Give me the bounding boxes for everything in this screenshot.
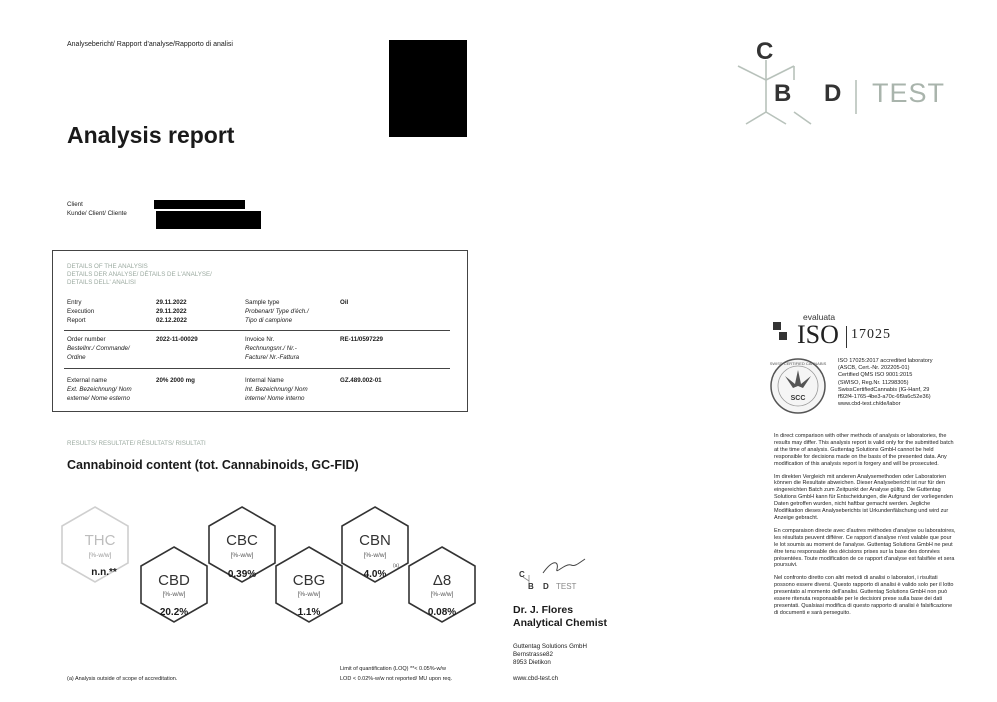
signatory-role: Analytical Chemist <box>513 617 607 629</box>
stamp-letter-b: B <box>528 582 534 591</box>
signatory-name: Dr. J. Flores <box>513 604 574 616</box>
report-label: Report <box>67 317 86 324</box>
evaluata-text: evaluata <box>803 312 836 322</box>
cbn-name: CBN <box>359 532 391 549</box>
cbn-value: 4.0% <box>363 569 387 580</box>
execution-label: Execution <box>67 308 95 315</box>
details-heading-1: DETAILS OF THE ANALYSIS <box>67 263 148 270</box>
iso-separator <box>846 326 847 348</box>
cbn-unit: [%-w/w] <box>363 552 387 559</box>
logo-letter-b: B <box>774 80 792 107</box>
invoice-label: Invoice Nr. <box>245 336 275 343</box>
results-heading: RESULTS/ RESULTATE/ RÉSULTATS/ RISULTATI <box>67 440 206 447</box>
cbc-value: 0.39% <box>227 569 257 580</box>
order-sub1: Bestellnr./ Commande/ <box>67 345 130 352</box>
cbc-unit: [%-w/w] <box>230 552 254 559</box>
logo-word-test: TEST <box>872 78 946 108</box>
accreditation-line: SwissCertifiedCannabis (IG-Hanf, 29 <box>838 386 930 393</box>
swiss-certified-cannabis-seal <box>763 356 833 416</box>
accreditation-line: (ASCB, Cert.-Nr. 202205-01) <box>838 365 910 372</box>
external-name-sub1: Ext. Bezeichnung/ Nom <box>67 386 132 393</box>
stamp-word-test: TEST <box>556 582 577 591</box>
order-value: 2022-11-00029 <box>156 336 198 343</box>
cannabinoid-hexagons <box>60 505 500 625</box>
internal-name-sub2: interne/ Nome interno <box>245 395 305 402</box>
cbc-name: CBC <box>226 532 258 549</box>
stamp-letter-c: C <box>519 570 525 579</box>
thc-unit: [%-w/w] <box>88 552 112 559</box>
cbn-footnote-marker: (a) <box>392 563 400 569</box>
iso-number: 17025 <box>851 327 891 342</box>
redacted-block <box>389 40 467 137</box>
details-heading-2: DETAILS DER ANALYSE/ DÉTAILS DE L'ANALYSE/ <box>67 271 212 278</box>
results-title: Cannabinoid content (tot. Cannabinoids, GC-FID) <box>67 458 359 472</box>
page-title: Analysis report <box>67 122 235 148</box>
execution-value: 29.11.2022 <box>156 308 187 315</box>
cbg-value: 1.1% <box>297 607 321 618</box>
external-name-value: 20% 2000 mg <box>156 377 195 384</box>
divider <box>64 330 450 331</box>
invoice-sub2: Facture/ Nr.-Fattura <box>245 354 300 361</box>
cbd-value: 20.2% <box>159 607 189 618</box>
cbd-unit: [%-w/w] <box>162 591 186 598</box>
sample-type-value: Oil <box>340 299 349 306</box>
details-heading-3: DETAILS DELL' ANALISI <box>67 279 136 286</box>
evaluata-mark-icon <box>773 322 781 330</box>
cbd-test-logo <box>736 38 951 128</box>
order-sub2: Ordine <box>67 354 86 361</box>
logo-letter-d: D <box>824 80 842 107</box>
redacted-client-name <box>154 200 245 209</box>
footnote-lod: LOD < 0.02%-w/w not reported/ MU upon req. <box>340 676 453 682</box>
redacted-client-address <box>156 211 261 229</box>
internal-name-label: Internal Name <box>245 377 284 384</box>
disclaimer-de: Im direkten Vergleich mit anderen Analysemethoden oder Laboratorien können die Resultate abweichen. Dieser Analysebericht ist nur für den eingereichten Batch zum Zeitpunkt der Analyse gültig. Die Guttentag Solutions GmbH kann für Entscheidungen, die Aufgrund der vorliegenden Daten getroffen wurden, nicht haftbar gemacht werden. Jegliche Modifikation dieses Analyseberichts ist Urkundenfälschung und wird zur Anzeige gebracht. <box>774 473 953 521</box>
invoice-value: RE-11/0597229 <box>340 336 384 343</box>
signature-stamp <box>513 555 591 595</box>
cbg-unit: [%-w/w] <box>297 591 321 598</box>
internal-name-sub1: Int. Bezeichnung/ Nom <box>245 386 308 393</box>
evaluata-mark-icon <box>779 332 787 340</box>
accreditation-line: www.cbd-test.ch/de/labor <box>838 401 901 408</box>
divider <box>64 368 450 369</box>
cbd-name: CBD <box>158 572 190 589</box>
invoice-sub1: Rechnungsnr./ Nr.- <box>245 345 297 352</box>
footnote-accreditation: (a) Analysis outside of scope of accreditation. <box>67 676 178 682</box>
company-city: 8953 Dietikon <box>513 659 551 666</box>
report-value: 02.12.2022 <box>156 317 187 324</box>
sample-type-label: Sample type <box>245 299 280 306</box>
client-label: Client <box>67 201 83 208</box>
external-name-label: External name <box>67 377 107 384</box>
company-website: www.cbd-test.ch <box>513 675 559 682</box>
document-type: Analysebericht/ Rapport d'analyse/Rapporto di analisi <box>67 41 233 48</box>
iso-text: ISO <box>797 320 839 349</box>
accreditation-line: Certified QMS ISO 9001:2015 <box>838 372 913 379</box>
client-label-translations: Kunde/ Client/ Cliente <box>67 210 127 217</box>
internal-name-value: GZ.489.002-01 <box>340 377 382 384</box>
thc-name: THC <box>84 532 116 549</box>
order-label: Order number <box>67 336 106 343</box>
sample-type-sub2: Tipo di campione <box>245 317 293 324</box>
disclaimer-fr: En comparaison directe avec d'autres méthodes d'analyse ou laboratoires, les résultats peuvent différer. Ce rapport d'analyse n'est valable que pour le lot soumis au moment de l'analyse. Guttentag Solutions GmbH ne peut être tenu responsable des décisions prises sur la base des données présentées. Toute modification de ce rapport d'analyse est falsifiée et sera poursuivi. <box>774 527 956 569</box>
entry-label: Entry <box>67 299 82 306</box>
stamp-letter-d: D <box>543 582 549 591</box>
sample-type-sub1: Probenart/ Type d'éch./ <box>245 308 309 315</box>
thc-value: n.n.** <box>91 567 117 578</box>
delta8-value: 0.08% <box>427 607 457 618</box>
accreditation-line: ff92f4-1765-4be3-a70c-6f9a6c52e36) <box>838 394 931 401</box>
iso-17025-logo <box>773 312 923 352</box>
logo-letter-c: C <box>756 38 774 65</box>
company-name: Guttentag Solutions GmbH <box>513 643 587 650</box>
accreditation-line: (SWISO, Reg.Nr. 11298305) <box>838 379 909 386</box>
disclaimer-en: In direct comparison with other methods of analysis or laboratories, the results may differ. This analysis report is valid only for the submitted batch at the time of analysis. Guttentag Solutions GmbH cannot be held responsible for decisions made on the basis of the presented data. Any modification of this analysis report is forgery and will be prosecuted. <box>774 433 954 467</box>
seal-abbreviation: SCC <box>790 395 806 402</box>
company-street: Bernstrasse82 <box>513 651 553 658</box>
delta8-unit: [%-w/w] <box>430 591 454 598</box>
accreditation-info <box>838 358 933 408</box>
footnote-loq: Limit of quantification (LOQ) **< 0.05%-w/w <box>340 666 446 672</box>
delta8-name: Δ8 <box>432 572 452 589</box>
external-name-sub2: externe/ Nome esterno <box>67 395 130 402</box>
seal-title: SWISS CERTIFIED CANNABIS <box>769 361 827 366</box>
disclaimers <box>774 433 956 623</box>
cbg-name: CBG <box>292 572 326 589</box>
entry-value: 29.11.2022 <box>156 299 187 306</box>
accreditation-line: ISO 17025:2017 accredited laboratory <box>838 358 933 364</box>
handwritten-signature <box>513 555 591 595</box>
disclaimer-it: Nel confronto diretto con altri metodi di analisi o laboratori, i risultati possono essere diversi. Questo rapporto di analisi è valido solo per il lotto presentato al momento dell'analisi. Guttentag Solutions GmbH non può essere ritenuta responsabile per le decisioni prese sulla base dei dati presentati. Qualsiasi modifica di questo rapporto di analisi è falsificazione di documenti e sarà perseguito. <box>774 575 954 616</box>
